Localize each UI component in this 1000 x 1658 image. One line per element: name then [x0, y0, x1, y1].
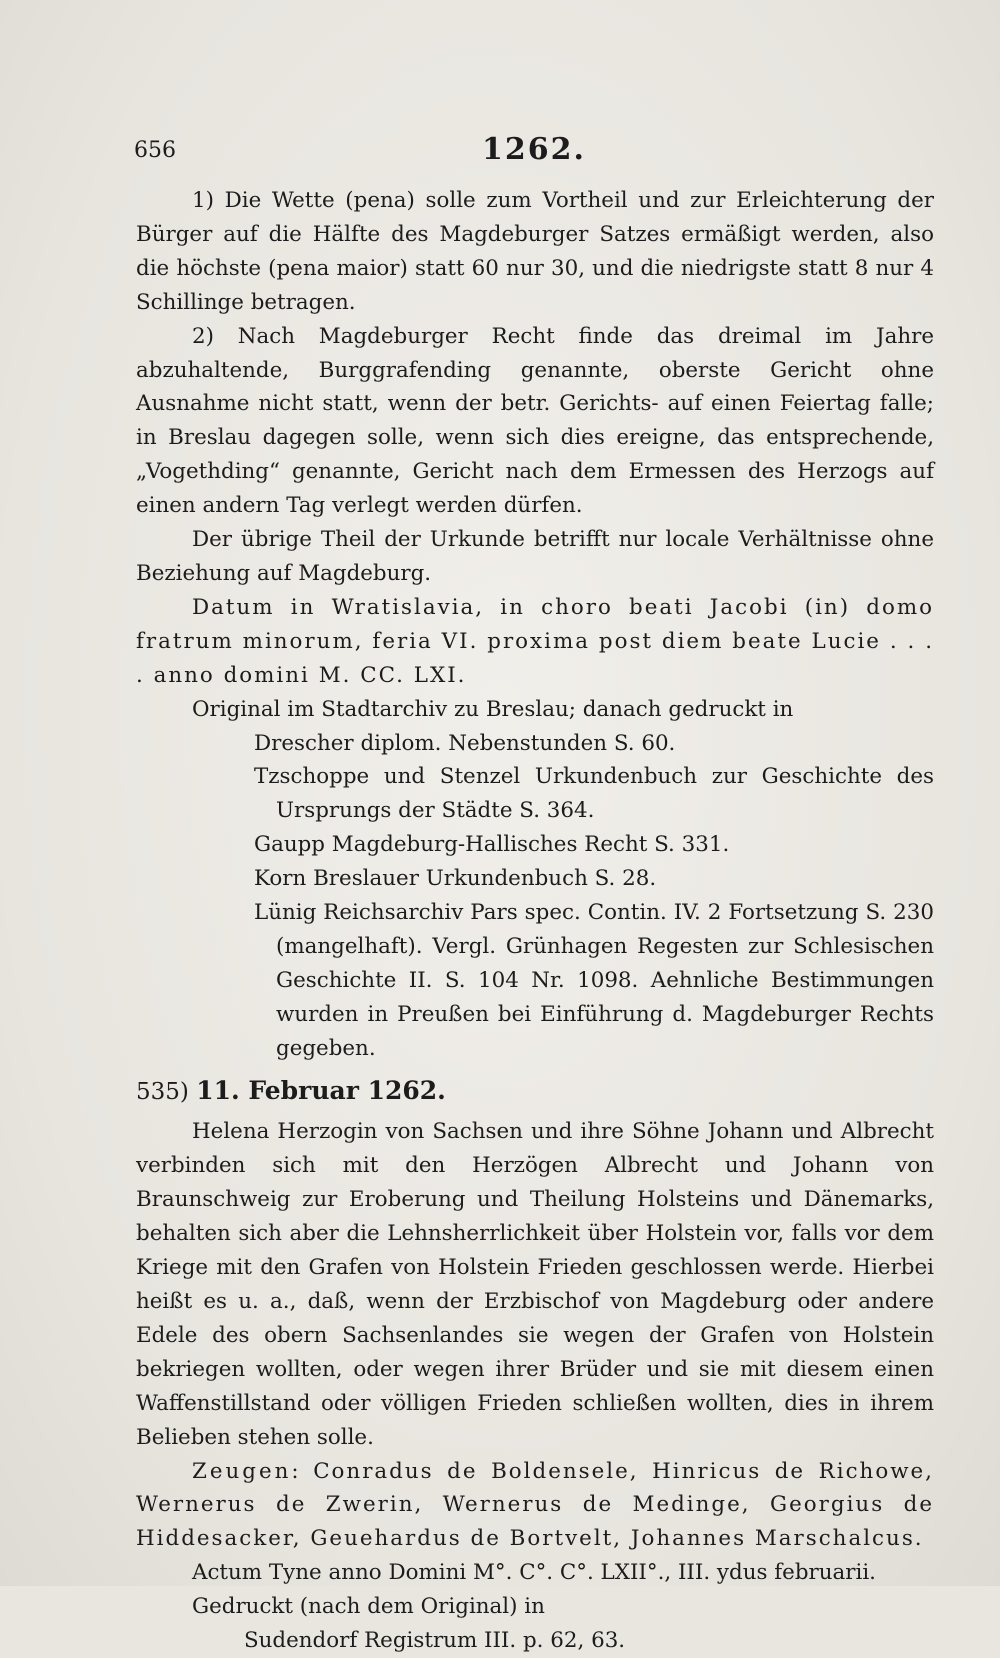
entry-heading	[136, 1074, 934, 1110]
source-item: Drescher diplom. Nebenstunden S. 60.	[254, 730, 676, 756]
doc534-paragraph-2: 2) Nach Magdeburger Recht finde das dreimal im Jahre abzuhaltende, Burggrafending genannte, oberste Gericht ohne Ausnahme nicht statt, wenn der betr. Gerichts- auf einen Feiertag falle; in Breslau dagegen solle, wenn sich dies ereigne, das entsprechende, „Vogethding“ genannte, Gericht nach dem Ermessen des Herzogs auf einen andern Tag verlegt werden dürfen.	[136, 323, 934, 519]
source-head: Original im Stadtarchiv zu Breslau; danach gedruckt in	[192, 696, 794, 722]
source-item: Gaupp Magdeburg-Hallisches Recht S. 331.	[254, 832, 730, 858]
witnesses-label: Zeugen:	[192, 1458, 302, 1484]
entry-date: 11. Februar 1262.	[196, 1075, 446, 1105]
doc534-paragraph-3: Der übrige Theil der Urkunde betrifft nur locale Verhältnisse ohne Beziehung auf Magdeburg.	[136, 527, 934, 586]
witnesses-list: Conradus de Boldensele, Hinricus de Richowe, Wernerus de Zwerin, Wernerus de Medinge, Georgius de Hiddesacker, Geuehardus de Bortvelt, Johannes Marschalcus.	[136, 1458, 934, 1552]
doc534-sources	[136, 693, 934, 1066]
doc535-print-ref: Sudendorf Registrum III. p. 62, 63.	[244, 1628, 626, 1654]
doc534-paragraph-1: 1) Die Wette (pena) solle zum Vortheil und zur Erleichterung der Bürger auf die Hälfte des Magdeburger Satzes ermäßigt werden, also die höchste (pena maior) statt 60 nur 30, und die niedrigste statt 8 nur 4 Schillinge betragen.	[136, 188, 934, 315]
running-head: 1262.	[482, 132, 586, 167]
entry-number: 535)	[136, 1078, 189, 1105]
doc535-print-head: Gedruckt (nach dem Original) in	[192, 1594, 545, 1620]
doc535-actum: Actum Tyne anno Domini M°. C°. C°. LXII°., III. ydus februarii.	[192, 1560, 876, 1586]
doc535-witnesses	[136, 1455, 934, 1557]
source-item: Korn Breslauer Urkundenbuch S. 28.	[254, 866, 657, 892]
doc535-paragraph-1: Helena Herzogin von Sachsen und ihre Söhne Johann und Albrecht verbinden sich mit den Herzögen Albrecht und Johann von Braunschweig zur Eroberung und Theilung Holsteins und Dänemarks, behalten sich aber die Lehnsherrlichkeit über Holstein vor, falls vor dem Kriege mit den Grafen von Holstein Frieden geschlossen werde. Hierbei heißt es u. a., daß, wenn der Erzbischof von Magdeburg oder andere Edele des obern Sachsenlandes sie wegen der Grafen von Holstein bekriegen wollten, oder wegen ihrer Brüder und sie mit diesem einen Waffenstillstand oder völligen Frieden schließen wollten, dies in ihrem Belieben stehen solle.	[136, 1119, 934, 1450]
page-number: 656	[134, 138, 176, 163]
main-text	[136, 184, 934, 1658]
doc534-datum: Datum in Wratislavia, in choro beati Jacobi (in) domo fratrum minorum, feria VI. proxima post diem beate Lucie . . . . anno domini M. CC. LXI.	[136, 594, 934, 688]
source-item: Lünig Reichsarchiv Pars spec. Contin. IV. 2 Fortsetzung S. 230 (mangelhaft). Vergl. Grünhagen Regesten zur Schlesischen Geschichte II. S. 104 Nr. 1098. Aehnliche Bestimmungen wurden in Preußen bei Einführung d. Magdeburger Rechts gegeben.	[254, 900, 934, 1061]
page-header	[134, 132, 934, 172]
source-item: Tzschoppe und Stenzel Urkundenbuch zur Geschichte des Ursprungs der Städte S. 364.	[254, 764, 934, 824]
